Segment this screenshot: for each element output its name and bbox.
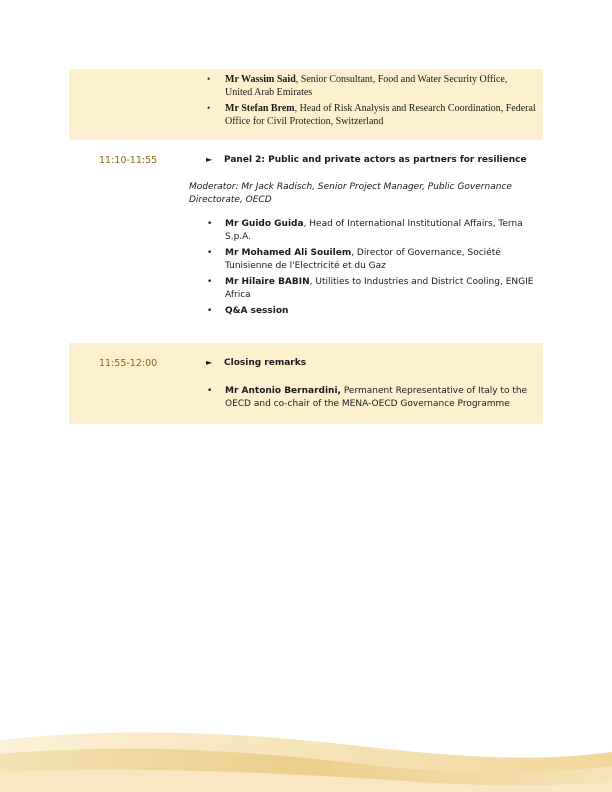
speaker-description: Permanent Representative of Italy to the OECD and co-chair of the MENA-OECD Governance Programme [225, 386, 528, 409]
list-item [206, 73, 536, 99]
session-title-text: Panel 2: Public and private actors as partners for resilience [224, 155, 527, 165]
session-time: 11:55-12:00 [99, 358, 158, 369]
speaker-description: , Director of Governance, Société Tunisienne de l'Electricité et du Gaz [225, 248, 501, 271]
arrow-right-icon: ► [206, 155, 213, 164]
list-item [206, 385, 536, 411]
speaker-list-closing [206, 385, 536, 414]
bullet-icon: • [207, 103, 211, 113]
speaker-name: Mr Antonio Bernardini, [225, 386, 341, 396]
session-title [206, 155, 527, 165]
session-time: 11:10-11:55 [99, 155, 158, 166]
list-item [206, 102, 536, 128]
bullet-icon: • [207, 277, 213, 287]
speaker-description: , Head of Risk Analysis and Research Coordination, Federal Office for Civil Protection, Switzerland [225, 103, 536, 127]
bullet-icon: • [207, 248, 213, 258]
speaker-name: Mr Guido Guida [225, 219, 304, 229]
list-item [206, 276, 536, 302]
speaker-list-panel2 [206, 218, 536, 321]
list-item [206, 305, 536, 318]
bullet-icon: • [207, 219, 213, 229]
bullet-icon: • [207, 306, 213, 316]
session-title-text: Closing remarks [224, 358, 307, 368]
session-title [206, 358, 306, 368]
speaker-name: Mr Wassim Said [225, 74, 296, 85]
list-item [206, 247, 536, 273]
bullet-icon: • [207, 74, 211, 84]
bullet-icon: • [207, 386, 213, 396]
list-item [206, 218, 536, 244]
speaker-name: Mr Hilaire BABIN [225, 277, 310, 287]
decorative-waves [0, 722, 612, 792]
speaker-name: Mr Mohamed Ali Souilem [225, 248, 352, 258]
arrow-right-icon: ► [206, 358, 213, 367]
speaker-description: , Utilities to Industries and District Cooling, ENGIE Africa [225, 277, 534, 300]
speaker-name: Q&A session [225, 306, 289, 316]
speaker-description: , Senior Consultant, Food and Water Security Office, United Arab Emirates [225, 74, 508, 98]
moderator-text: Moderator: Mr Jack Radisch, Senior Project Manager, Public Governance Directorate, OECD [189, 182, 512, 205]
speaker-list-continuation [206, 73, 536, 131]
speaker-name: Mr Stefan Brem [225, 103, 295, 114]
speaker-description: , Head of International Institutional Affairs, Terna S.p.A. [225, 219, 523, 242]
